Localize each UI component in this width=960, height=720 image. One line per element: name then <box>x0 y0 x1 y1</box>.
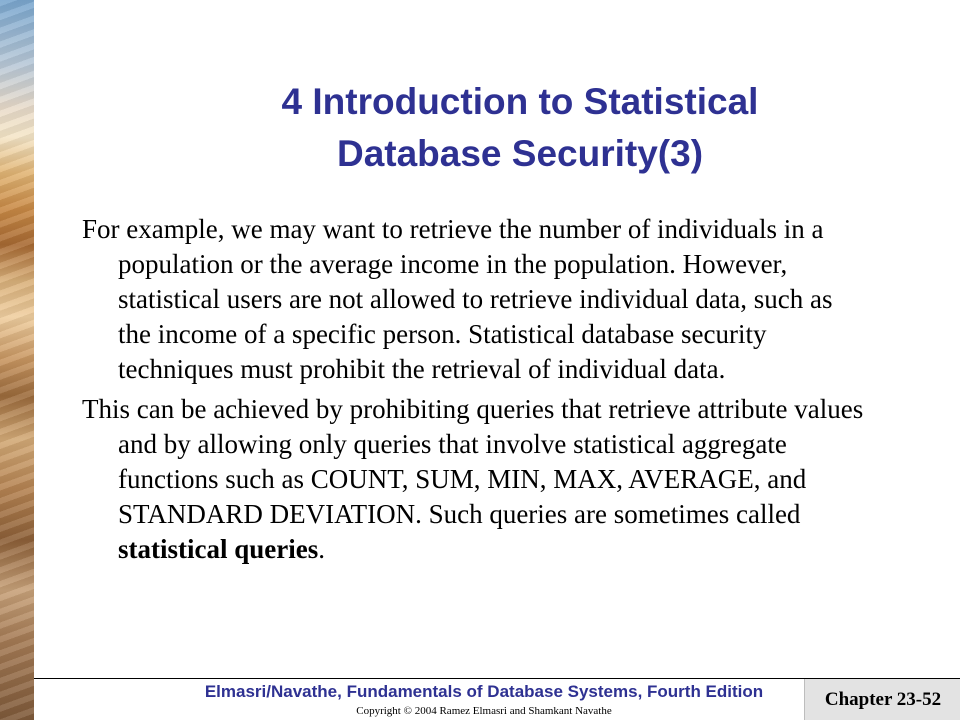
slide-title-line-1: 4 Introduction to Statistical <box>281 81 759 122</box>
footer-book-title: Elmasri/Navathe, Fundamentals of Database Systems, Fourth Edition <box>204 682 764 701</box>
statistical-queries-term: statistical queries <box>118 534 319 564</box>
body-paragraph-1: For example, we may want to retrieve the number of individuals in a population or the average income in the population. However, statistical users are not allowed to retrieve individual data, such as the income of a specific person. Statistical database security techniques must prohibit the retrieval of individual data. <box>82 214 833 384</box>
desert-background-image <box>0 0 34 720</box>
body-paragraph-2-text: This can be achieved by prohibiting queries that retrieve attribute values and by allowing only queries that involve statistical aggregate functions such as COUNT, SUM, MIN, MAX, AVERAGE, and STANDARD DEVIATION. Such queries are sometimes called <box>82 394 864 529</box>
slide-body <box>82 212 872 572</box>
body-paragraph-2 <box>82 392 872 567</box>
body-paragraph-2-end: . <box>318 534 325 564</box>
slide-title-line-2: Database Security(3) <box>336 133 704 174</box>
chapter-label: Chapter 23-52 <box>804 679 960 720</box>
footer-copyright: Copyright © 2004 Ramez Elmasri and Shamkant Navathe <box>356 705 612 717</box>
slide-title <box>140 76 900 180</box>
